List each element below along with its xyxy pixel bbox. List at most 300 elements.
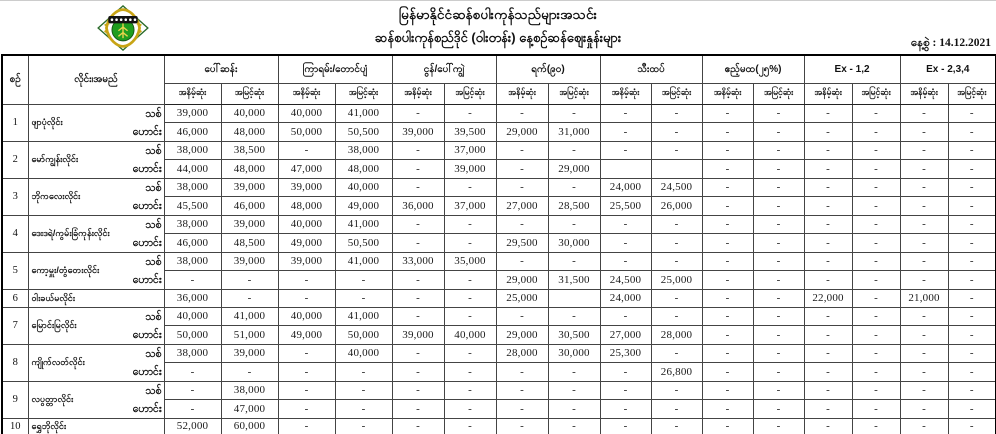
price-cell: 30,500: [548, 326, 600, 345]
line-name-cell: [28, 178, 164, 215]
variety-group-header: သီးထပ်: [600, 55, 702, 83]
price-cell: 39,000: [221, 252, 278, 271]
rice-age-label: သစ်: [145, 310, 162, 323]
price-cell: -: [804, 197, 852, 216]
price-cell: -: [702, 215, 753, 234]
price-cell: -: [753, 160, 804, 179]
document-header: [0, 1, 996, 54]
price-cell: 46,000: [164, 234, 221, 253]
price-cell: -: [496, 363, 548, 382]
price-cell: -: [702, 289, 753, 307]
price-cell: -: [600, 418, 651, 434]
price-cell: 29,000: [496, 326, 548, 345]
price-cell: -: [496, 104, 548, 123]
price-cell: 46,000: [221, 197, 278, 216]
price-cell: -: [948, 289, 996, 307]
price-cell: -: [600, 123, 651, 142]
price-cell: 28,000: [651, 326, 702, 345]
price-cell: -: [753, 197, 804, 216]
price-cell: -: [444, 178, 496, 197]
price-cell: 50,000: [278, 123, 335, 142]
price-cell: 46,000: [164, 123, 221, 142]
price-cell: -: [278, 344, 335, 363]
price-cell: -: [753, 344, 804, 363]
price-cell: 36,000: [164, 289, 221, 307]
price-cell: -: [753, 307, 804, 326]
price-cell: 29,000: [496, 271, 548, 290]
price-cell: -: [753, 252, 804, 271]
table-row: [2, 344, 996, 363]
price-cell: -: [804, 307, 852, 326]
price-cell: -: [548, 418, 600, 434]
price-cell: -: [702, 418, 753, 434]
price-cell: 39,000: [278, 252, 335, 271]
price-cell: -: [164, 271, 221, 290]
lowest-price-subheader: အနိမ့်ဆုံး: [392, 83, 444, 104]
price-cell: -: [753, 326, 804, 345]
price-cell: -: [948, 252, 996, 271]
price-cell: 35,000: [444, 252, 496, 271]
row-number-cell: 2: [2, 141, 28, 178]
row-number-cell: 4: [2, 215, 28, 252]
rice-age-label: သစ်: [145, 181, 162, 194]
highest-price-subheader: အမြင့်ဆုံး: [948, 83, 996, 104]
price-cell: -: [444, 381, 496, 400]
price-cell: -: [948, 160, 996, 179]
rice-age-label: ဟောင်း: [132, 273, 162, 286]
price-cell: 26,000: [651, 197, 702, 216]
table-row: [2, 289, 996, 307]
price-cell: -: [392, 160, 444, 179]
price-cell: -: [278, 381, 335, 400]
price-cell: 39,500: [444, 123, 496, 142]
price-cell: -: [278, 289, 335, 307]
line-name-label: မော်ကျွန်းလိုင်း: [31, 154, 79, 165]
price-cell: 49,000: [278, 326, 335, 345]
price-cell: 47,000: [278, 160, 335, 179]
price-cell: -: [753, 381, 804, 400]
table-row: [2, 104, 996, 123]
price-cell: 40,000: [221, 104, 278, 123]
price-cell: 49,000: [278, 234, 335, 253]
lowest-price-subheader: အနိမ့်ဆုံး: [804, 83, 852, 104]
price-cell: [600, 160, 651, 179]
page-title: မြန်မာနိုင်ငံဆန်စပါးကုန်သည်များအသင်း: [398, 7, 598, 22]
price-cell: -: [392, 418, 444, 434]
price-cell: 27,000: [496, 197, 548, 216]
rice-age-label: သစ်: [145, 384, 162, 397]
price-cell: -: [804, 178, 852, 197]
price-cell: -: [804, 234, 852, 253]
row-number-cell: 3: [2, 178, 28, 215]
price-cell: -: [600, 104, 651, 123]
price-cell: -: [392, 289, 444, 307]
price-cell: -: [702, 326, 753, 345]
price-cell: -: [335, 418, 392, 434]
price-cell: 39,000: [392, 326, 444, 345]
price-cell: -: [852, 123, 900, 142]
price-cell: -: [900, 234, 948, 253]
price-cell: -: [651, 123, 702, 142]
variety-group-header: Ex - 2,3,4: [900, 55, 996, 83]
price-cell: -: [948, 344, 996, 363]
title-block: [0, 6, 996, 49]
rice-age-label: ဟောင်း: [132, 365, 162, 378]
line-name-label: လပွတ္တာလိုင်း: [31, 394, 74, 405]
rice-age-labels: [133, 142, 162, 178]
price-cell: -: [804, 271, 852, 290]
price-cell: -: [852, 289, 900, 307]
price-cell: -: [852, 197, 900, 216]
price-cell: -: [702, 234, 753, 253]
price-cell: 48,000: [335, 160, 392, 179]
price-cell: -: [804, 344, 852, 363]
price-cell: 30,000: [548, 234, 600, 253]
price-cell: -: [900, 215, 948, 234]
row-number-cell: 7: [2, 307, 28, 344]
price-cell: -: [164, 381, 221, 400]
price-cell: -: [392, 234, 444, 253]
price-table: [1, 54, 996, 434]
price-cell: -: [804, 123, 852, 142]
price-cell: -: [392, 178, 444, 197]
price-cell: 41,000: [335, 104, 392, 123]
price-cell: -: [753, 271, 804, 290]
lowest-price-subheader: အနိမ့်ဆုံး: [496, 83, 548, 104]
price-cell: -: [651, 234, 702, 253]
price-cell: -: [753, 215, 804, 234]
variety-group-header: ကြာရမ်း/တောင်ပျံ: [278, 55, 392, 83]
price-cell: -: [392, 104, 444, 123]
table-row: [2, 178, 996, 197]
price-cell: -: [444, 307, 496, 326]
rice-age-label: ဟောင်း: [132, 328, 162, 341]
price-cell: 40,000: [444, 326, 496, 345]
table-row: [2, 307, 996, 326]
price-cell: -: [444, 400, 496, 419]
price-cell: -: [702, 344, 753, 363]
price-cell: -: [164, 363, 221, 382]
variety-group-header: ဧည့်မထ(၂၅%): [702, 55, 804, 83]
price-cell: -: [900, 104, 948, 123]
price-cell: -: [392, 400, 444, 419]
price-cell: -: [221, 289, 278, 307]
price-cell: 22,000: [804, 289, 852, 307]
price-cell: 48,000: [221, 123, 278, 142]
price-cell: 60,000: [221, 418, 278, 434]
line-name-cell: [28, 307, 164, 344]
price-cell: -: [900, 326, 948, 345]
price-cell: 39,000: [221, 215, 278, 234]
line-name-label: ဘိုကလေးလိုင်း: [31, 191, 81, 202]
price-cell: -: [753, 234, 804, 253]
price-cell: -: [444, 289, 496, 307]
highest-price-subheader: အမြင့်ဆုံး: [221, 83, 278, 104]
price-cell: -: [392, 381, 444, 400]
price-cell: -: [804, 104, 852, 123]
highest-price-subheader: အမြင့်ဆုံး: [651, 83, 702, 104]
line-name-cell: [28, 344, 164, 381]
price-cell: -: [753, 123, 804, 142]
highest-price-subheader: အမြင့်ဆုံး: [753, 83, 804, 104]
line-name-label: ဝါးခယ်မလိုင်း: [31, 292, 76, 303]
price-cell: -: [444, 271, 496, 290]
price-cell: 48,000: [278, 197, 335, 216]
row-number-cell: 1: [2, 104, 28, 141]
price-cell: -: [852, 326, 900, 345]
price-cell: -: [600, 363, 651, 382]
price-cell: 25,300: [600, 344, 651, 363]
lowest-price-subheader: အနိမ့်ဆုံး: [600, 83, 651, 104]
price-cell: -: [948, 234, 996, 253]
price-cell: 30,000: [548, 344, 600, 363]
highest-price-subheader: အမြင့်ဆုံး: [335, 83, 392, 104]
price-cell: -: [651, 381, 702, 400]
price-cell: -: [948, 326, 996, 345]
price-cell: -: [948, 215, 996, 234]
rice-age-label: သစ်: [145, 347, 162, 360]
price-cell: -: [753, 141, 804, 160]
price-cell: 38,000: [164, 141, 221, 160]
price-cell: -: [164, 400, 221, 419]
price-cell: -: [496, 307, 548, 326]
highest-price-subheader: အမြင့်ဆုံး: [548, 83, 600, 104]
price-cell: -: [852, 104, 900, 123]
price-cell: 40,000: [278, 104, 335, 123]
price-cell: 38,000: [164, 178, 221, 197]
lowest-price-subheader: အနိမ့်ဆုံး: [278, 83, 335, 104]
price-cell: -: [600, 400, 651, 419]
price-cell: -: [444, 344, 496, 363]
price-cell: -: [702, 381, 753, 400]
price-cell: 51,000: [221, 326, 278, 345]
price-cell: -: [804, 381, 852, 400]
price-cell: -: [548, 104, 600, 123]
row-number-cell: 8: [2, 344, 28, 381]
highest-price-subheader: အမြင့်ဆုံး: [852, 83, 900, 104]
price-cell: 39,000: [444, 160, 496, 179]
price-cell: -: [496, 252, 548, 271]
rice-age-label: ဟောင်း: [132, 236, 162, 249]
price-cell: -: [753, 289, 804, 307]
line-name-cell: [28, 381, 164, 418]
price-cell: 39,000: [221, 178, 278, 197]
price-cell: -: [444, 418, 496, 434]
price-cell: -: [900, 197, 948, 216]
price-cell: -: [221, 271, 278, 290]
price-cell: -: [900, 344, 948, 363]
price-cell: 38,000: [164, 252, 221, 271]
price-cell: -: [335, 400, 392, 419]
price-cell: -: [804, 400, 852, 419]
price-cell: -: [444, 234, 496, 253]
rice-age-labels: [133, 345, 162, 381]
price-cell: -: [600, 234, 651, 253]
price-cell: 31,000: [548, 123, 600, 142]
price-cell: -: [392, 215, 444, 234]
price-cell: -: [278, 418, 335, 434]
price-cell: -: [702, 363, 753, 382]
price-cell: -: [548, 215, 600, 234]
rice-age-label: သစ်: [145, 107, 162, 120]
variety-group-header: ရက်(၉၀): [496, 55, 600, 83]
price-cell: -: [804, 160, 852, 179]
price-cell: -: [335, 271, 392, 290]
price-cell: 40,000: [335, 178, 392, 197]
price-cell: -: [651, 400, 702, 419]
price-cell: -: [278, 271, 335, 290]
price-cell: -: [496, 141, 548, 160]
price-table-head: [2, 55, 996, 104]
price-cell: -: [335, 289, 392, 307]
rice-age-label: ဟောင်း: [132, 402, 162, 415]
price-cell: -: [852, 400, 900, 419]
price-cell: 27,000: [600, 326, 651, 345]
row-number-cell: 6: [2, 289, 28, 307]
line-name-label: ဒေးဒရဲ/ကွမ်းခြံကုန်းလိုင်း: [31, 228, 110, 239]
price-cell: 25,000: [496, 289, 548, 307]
price-cell: -: [651, 252, 702, 271]
price-cell: 28,000: [496, 344, 548, 363]
price-cell: [548, 289, 600, 307]
price-cell: -: [900, 381, 948, 400]
price-cell: -: [948, 418, 996, 434]
variety-group-header: ပေါ်ဆန်း: [164, 55, 278, 83]
price-cell: -: [702, 104, 753, 123]
rice-age-labels: [133, 253, 162, 289]
price-cell: -: [702, 178, 753, 197]
price-cell: 45,500: [164, 197, 221, 216]
rice-age-labels: [133, 105, 162, 141]
price-cell: 21,000: [900, 289, 948, 307]
price-cell: 40,000: [278, 215, 335, 234]
price-cell: -: [948, 104, 996, 123]
price-cell: 50,500: [335, 234, 392, 253]
price-cell: -: [600, 215, 651, 234]
price-cell: -: [600, 252, 651, 271]
price-cell: -: [548, 178, 600, 197]
rice-age-labels: [133, 179, 162, 215]
price-cell: 40,000: [278, 307, 335, 326]
price-cell: -: [548, 252, 600, 271]
price-cell: 50,000: [164, 326, 221, 345]
price-cell: [651, 160, 702, 179]
price-cell: -: [702, 307, 753, 326]
price-cell: -: [852, 363, 900, 382]
price-cell: 48,500: [221, 234, 278, 253]
price-cell: 39,000: [164, 104, 221, 123]
price-cell: -: [900, 160, 948, 179]
price-cell: -: [804, 418, 852, 434]
price-cell: 39,000: [221, 344, 278, 363]
price-cell: -: [335, 363, 392, 382]
price-cell: -: [852, 215, 900, 234]
price-cell: 26,800: [651, 363, 702, 382]
price-cell: -: [804, 215, 852, 234]
line-name-label: ရွှေဘိုလိုင်း: [31, 421, 67, 432]
price-cell: 24,500: [651, 178, 702, 197]
price-cell: -: [651, 104, 702, 123]
price-cell: 50,000: [335, 326, 392, 345]
price-cell: -: [900, 123, 948, 142]
price-cell: 24,000: [600, 178, 651, 197]
price-cell: 47,000: [221, 400, 278, 419]
price-cell: -: [548, 141, 600, 160]
price-cell: -: [702, 141, 753, 160]
price-cell: -: [651, 418, 702, 434]
price-cell: 38,000: [335, 141, 392, 160]
line-name-cell: [28, 418, 164, 434]
price-cell: 41,000: [335, 307, 392, 326]
line-name-cell: [28, 289, 164, 307]
price-cell: -: [496, 215, 548, 234]
price-cell: -: [496, 160, 548, 179]
price-cell: -: [335, 381, 392, 400]
line-name-cell: [28, 215, 164, 252]
price-cell: -: [392, 141, 444, 160]
price-cell: -: [392, 363, 444, 382]
price-cell: 38,000: [164, 215, 221, 234]
price-cell: -: [900, 178, 948, 197]
row-number-cell: 5: [2, 252, 28, 289]
price-cell: -: [392, 307, 444, 326]
price-cell: 50,500: [335, 123, 392, 142]
table-row: [2, 141, 996, 160]
price-cell: -: [600, 307, 651, 326]
line-name-cell: [28, 104, 164, 141]
price-cell: 48,000: [221, 160, 278, 179]
price-cell: -: [948, 271, 996, 290]
price-cell: -: [496, 381, 548, 400]
table-row: [2, 215, 996, 234]
price-cell: -: [278, 363, 335, 382]
rice-age-labels: [133, 308, 162, 344]
price-cell: -: [804, 141, 852, 160]
price-cell: -: [900, 363, 948, 382]
price-cell: -: [548, 307, 600, 326]
serial-column-header: စဉ်: [2, 55, 28, 104]
lowest-price-subheader: အနိမ့်ဆုံး: [702, 83, 753, 104]
price-cell: -: [852, 178, 900, 197]
price-cell: -: [852, 381, 900, 400]
price-cell: 25,500: [600, 197, 651, 216]
rice-age-label: သစ်: [145, 218, 162, 231]
price-cell: -: [948, 178, 996, 197]
price-cell: -: [804, 363, 852, 382]
price-cell: 40,000: [164, 307, 221, 326]
price-cell: -: [948, 307, 996, 326]
price-cell: -: [392, 344, 444, 363]
price-cell: 41,000: [335, 252, 392, 271]
lowest-price-subheader: အနိမ့်ဆုံး: [164, 83, 221, 104]
price-cell: 44,000: [164, 160, 221, 179]
row-number-cell: 9: [2, 381, 28, 418]
price-cell: -: [948, 363, 996, 382]
price-cell: -: [900, 418, 948, 434]
price-cell: 24,500: [600, 271, 651, 290]
price-cell: 24,000: [600, 289, 651, 307]
rice-age-labels: [133, 216, 162, 252]
page-subtitle: ဆန်စပါးကုန်စည်ဒိုင် (ဝါးတန်း) နေ့စဉ်ဆန်ဈေးနှုန်းများ: [374, 30, 622, 45]
price-cell: -: [852, 141, 900, 160]
price-cell: 49,000: [335, 197, 392, 216]
highest-price-subheader: အမြင့်ဆုံး: [444, 83, 496, 104]
line-name-label: ကျိုက်လတ်လိုင်း: [31, 357, 85, 368]
price-cell: -: [496, 400, 548, 419]
price-cell: -: [548, 363, 600, 382]
line-name-label: မြောင်းမြလိုင်း: [31, 320, 77, 331]
price-cell: 38,000: [164, 344, 221, 363]
